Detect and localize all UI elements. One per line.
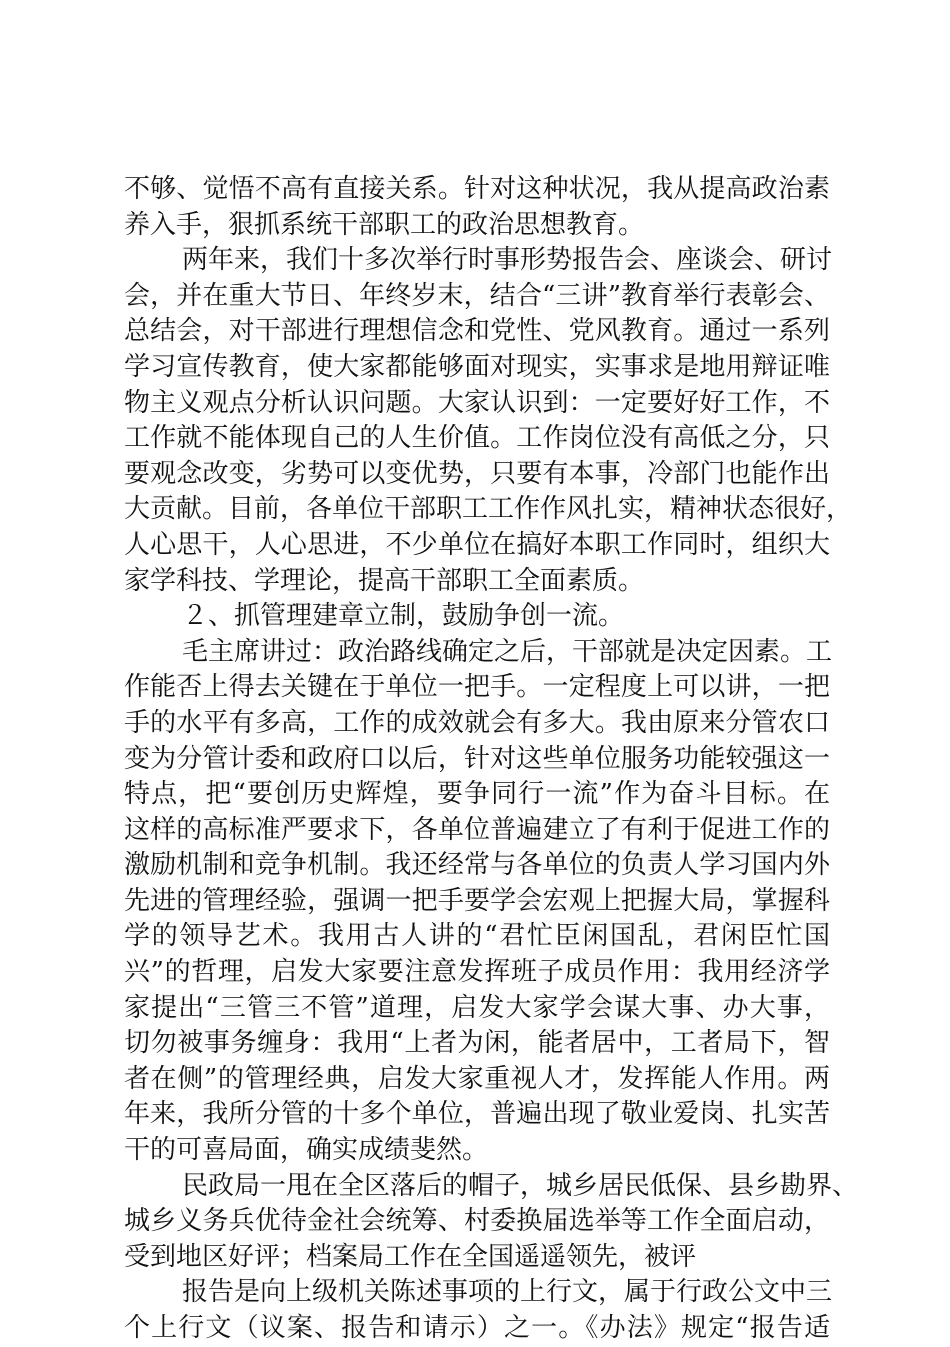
text-line: 两年来，我们十多次举行时事形势报告会、座谈会、研讨 [182, 245, 833, 276]
document-body [124, 172, 859, 1347]
text-line: 学的领导艺术。我用古人讲的“君忙臣闲国乱，君闲臣忙国 [124, 921, 830, 952]
text-line: 家提出“三管三不管”道理，启发大家学会谋大事、办大事， [124, 992, 830, 1023]
text-line: 城乡义务兵优待金社会统筹、村委换届选举等工作全面启动， [124, 1206, 830, 1237]
text-line: 激励机制和竞争机制。我还经常与各单位的负责人学习国内外 [124, 850, 830, 881]
text-line: 手的水平有多高，工作的成效就会有多大。我由原来分管农口 [124, 707, 830, 738]
text-line: 工作就不能体现自己的人生价值。工作岗位没有高低之分，只 [124, 423, 830, 454]
text-line: 不够、觉悟不高有直接关系。针对这种状况，我从提高政治素 [124, 174, 830, 204]
text-line: 这样的高标准严要求下，各单位普遍建立了有利于促进工作的 [124, 814, 830, 845]
text-line: ２、抓管理建章立制，鼓励争创一流。 [182, 601, 625, 632]
text-line: 养入手，狠抓系统干部职工的政治思想教育。 [124, 209, 645, 240]
text-line: 作能否上得去关键在于单位一把手。一定程度上可以讲，一把 [124, 672, 830, 703]
text-line: 要观念改变，劣势可以变优势，只要有本事，冷部门也能作出 [124, 458, 830, 489]
text-line: 人心思干，人心思进，不少单位在搞好本职工作同时，组织大 [124, 529, 830, 560]
text-line: 家学科技、学理论，提高干部职工全面素质。 [124, 565, 645, 596]
text-line: 大贡献。目前，各单位干部职工工作作风扎实，精神状态很好， [124, 494, 853, 525]
text-line: 会，并在重大节日、年终岁末，结合“三讲”教育举行表彰会、 [124, 280, 830, 311]
text-line: 年来，我所分管的十多个单位，普遍出现了敬业爱岗、扎实苦 [124, 1099, 830, 1130]
text-line: 干的可喜局面，确实成绩斐然。 [124, 1135, 489, 1166]
text-line: 先进的管理经验，强调一把手要学会宏观上把握大局，掌握科 [124, 885, 830, 916]
text-line: 兴”的哲理，启发大家要注意发挥班子成员作用：我用经济学 [124, 957, 830, 988]
text-line: 民政局一甩在全区落后的帽子，城乡居民低保、县乡勘界、 [182, 1170, 859, 1201]
text-line: 物主义观点分析认识问题。大家认识到：一定要好好工作，不 [124, 387, 830, 418]
text-line: 毛主席讲过：政治路线确定之后，干部就是决定因素。工 [182, 636, 833, 667]
text-line: 变为分管计委和政府口以后，针对这些单位服务功能较强这一 [124, 743, 830, 774]
text-line: 个上行文（议案、报告和请示）之一。《办法》规定“报告适 [124, 1313, 830, 1343]
text-line: 特点，把“要创历史辉煌，要争同行一流”作为奋斗目标。在 [124, 779, 830, 810]
text-line: 报告是向上级机关陈述事项的上行文，属于行政公文中三 [182, 1277, 833, 1308]
text-line: 学习宣传教育，使大家都能够面对现实，实事求是地用辩证唯 [124, 351, 830, 382]
text-line: 总结会，对干部进行理想信念和党性、党风教育。通过一系列 [124, 316, 830, 347]
text-line: 受到地区好评；档案局工作在全国遥遥领先，被评 [124, 1241, 697, 1272]
text-line: 切勿被事务缠身：我用“上者为闲，能者居中，工者局下，智 [124, 1028, 830, 1059]
text-line: 者在侧”的管理经典，启发大家重视人才，发挥能人作用。两 [124, 1063, 830, 1094]
